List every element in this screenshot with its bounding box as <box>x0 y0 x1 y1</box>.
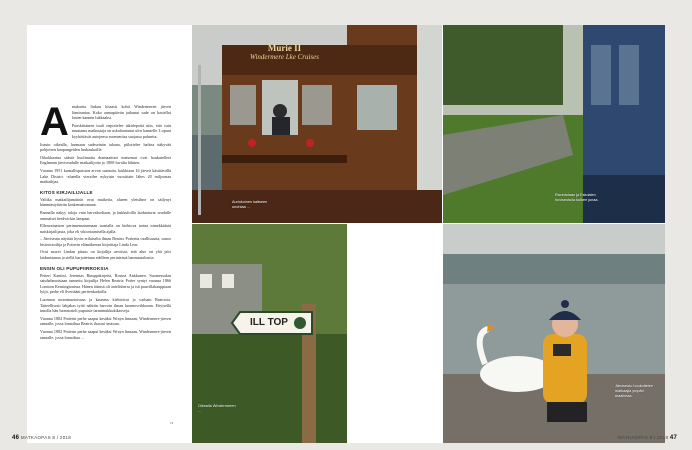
section-heading-2: ENSIN OLI PUPUPIIRROKSIA <box>40 265 109 271</box>
section1-paragraph-3: Ellenvainaisen perinnemaisemaan taustalla on kiehtova tarina nimekkäästä naiskirjailijasta, joka eli viktoriaanisella ajalla. <box>40 223 171 234</box>
boat-photo-right <box>347 25 442 223</box>
section1-paragraph-2: Rannalla näkyy taloja vain harvakseltaan, ja kukkuloilla laiduntavat seudulle ominaiset herdwickin lampaat. <box>40 209 171 221</box>
boat-photo <box>192 25 347 223</box>
magazine-issue-right: MATKAOPAS 8 / 2018 <box>618 435 669 440</box>
page-number-right: 47 <box>669 435 678 441</box>
train-caption: Ravintolaan ja Eskdalen huviseutulla kulkee junaa. <box>555 193 599 202</box>
signpost-photo <box>192 224 347 443</box>
page-number-left: 46 <box>12 435 20 441</box>
signpost-caption: Oikealla Windermeren ... <box>198 404 236 413</box>
boat-caption: Aurinkoinen kaitseen unohtaa ... <box>232 200 268 209</box>
page-continue-marker: ›› <box>170 421 174 426</box>
train-illustration <box>443 25 665 223</box>
paragraph-5: Vuonna 1951 kansallispuiston arvon saanutta, kaikkiaan 16 järveä käsittävällä Lake District -alueella vierailee nykyisin vuosittain lähes 20 miljoonaa matkailijaa. <box>40 167 171 185</box>
section2-paragraph-4: Vuonna 1882 Potterin perhe saapui kesäksi Wrayn linnaan, Windermere-järven rannalle, jossa lomailtua ... <box>40 329 171 340</box>
section1-paragraph-5: Ovat suuret Lindan pituus on kirjailija arvoista, että alue on yhä jalrt laiduntaanaa ja siellä harjoitetaan edelleen perinteistä lammastaloutta. <box>40 249 171 261</box>
boat-illustration-right <box>347 25 442 223</box>
magazine-issue-left: MATKAOPAS 8 / 2018 <box>20 435 72 440</box>
swan-caption: Järviseutu houkuttelee matkaajia ympäri maailmaa. <box>615 384 653 398</box>
section2-paragraph-2: Luonnon monimuotoisuus ja kauneus kiehtoivat jo varhain Beatrixia. Taiteellisesti lahjakas tyttö nähtiin harvoin ilman luonnosvihkoaan. Ettyisellä innolla hän luonnosteli pupuiste tarmimukkukikasveja. <box>40 297 171 314</box>
section2-paragraph-3: Vuonna 1882 Potterin perhe saapui kesäksi Wrayn linnaan, Windermere-järven rannalle, jossa lomailtua Beatrix ihastui seutuun. <box>40 315 171 327</box>
footer-left <box>12 435 71 441</box>
boat-name: Murie II <box>267 43 302 53</box>
section1-paragraph-4: – Järviseutu näyttää hyvin erilaiselta ilman Beatrix Pottertia osallisuutta, sanoo historiotoilija ja Potterin elämäkerran kirjoittaja Linda Lear. <box>40 236 171 247</box>
paragraph-3: Ioauin oikealla, harmaan sadeseinän takana, piilottelee haikea näkyvää pohjoisen kaupungeiden luukaukoille. <box>40 141 171 153</box>
swan-illustration <box>443 224 665 443</box>
article-text-column <box>40 100 171 342</box>
paragraph-2: Puuskittainen tuuli riepottelee takirlepetiä niin, että vain muutama matkustaja on uskaltautunut ulos kannelle. Lopuut kyyhöttävät autojensa suomeniisa suojassa pahaeita. <box>71 122 171 139</box>
left-page <box>27 25 347 443</box>
right-page <box>347 25 665 443</box>
boat-line: Windermere Lke Cruises <box>250 53 319 61</box>
signpost-text: ILL TOP <box>250 317 288 328</box>
train-photo <box>443 25 665 223</box>
paragraph-1: ntakarita liukuu hitaasti kohti Windermeren järven länsirantaa. Koko aamupäivän jatkunut sade on kastellut lasten kannen lukkaaksi. <box>71 104 171 121</box>
section1-paragraph-1: Valtika matkailijamäärät ovat muikeita, alueen yleisilme on säilynyt hämmästyttävän koskemattomana. <box>40 196 171 208</box>
drop-cap: A <box>40 100 69 144</box>
section2-paragraph-1: Petteri Kaniini, Jeremias Rimppakirjeitä, Rosina Ankkanen. Suomessakin satuhahmoistaan tunnettu kirjailija Helen Beatrix Potter syntyi vuonna 1866 Lontoon Kensingtonissa. Hänen äitinsä oli aatelisherra ja isä puuvillakauppiaan lyijit, perhe eli ilvertäänt pertienkudoilla. <box>40 272 171 295</box>
section-heading-1: KITOS KIRJAILIJALLE <box>40 189 93 195</box>
footer-right <box>618 435 677 441</box>
swan-photo <box>443 224 665 443</box>
boat-name-plate <box>222 43 347 71</box>
paragraph-4: Oikokkaaina säästä huolimatta dramaattiset maisemat ovat houkutelleet Englannin järviseudulle matkailijoita jo 1800-luvulta lähtien. <box>40 154 171 166</box>
